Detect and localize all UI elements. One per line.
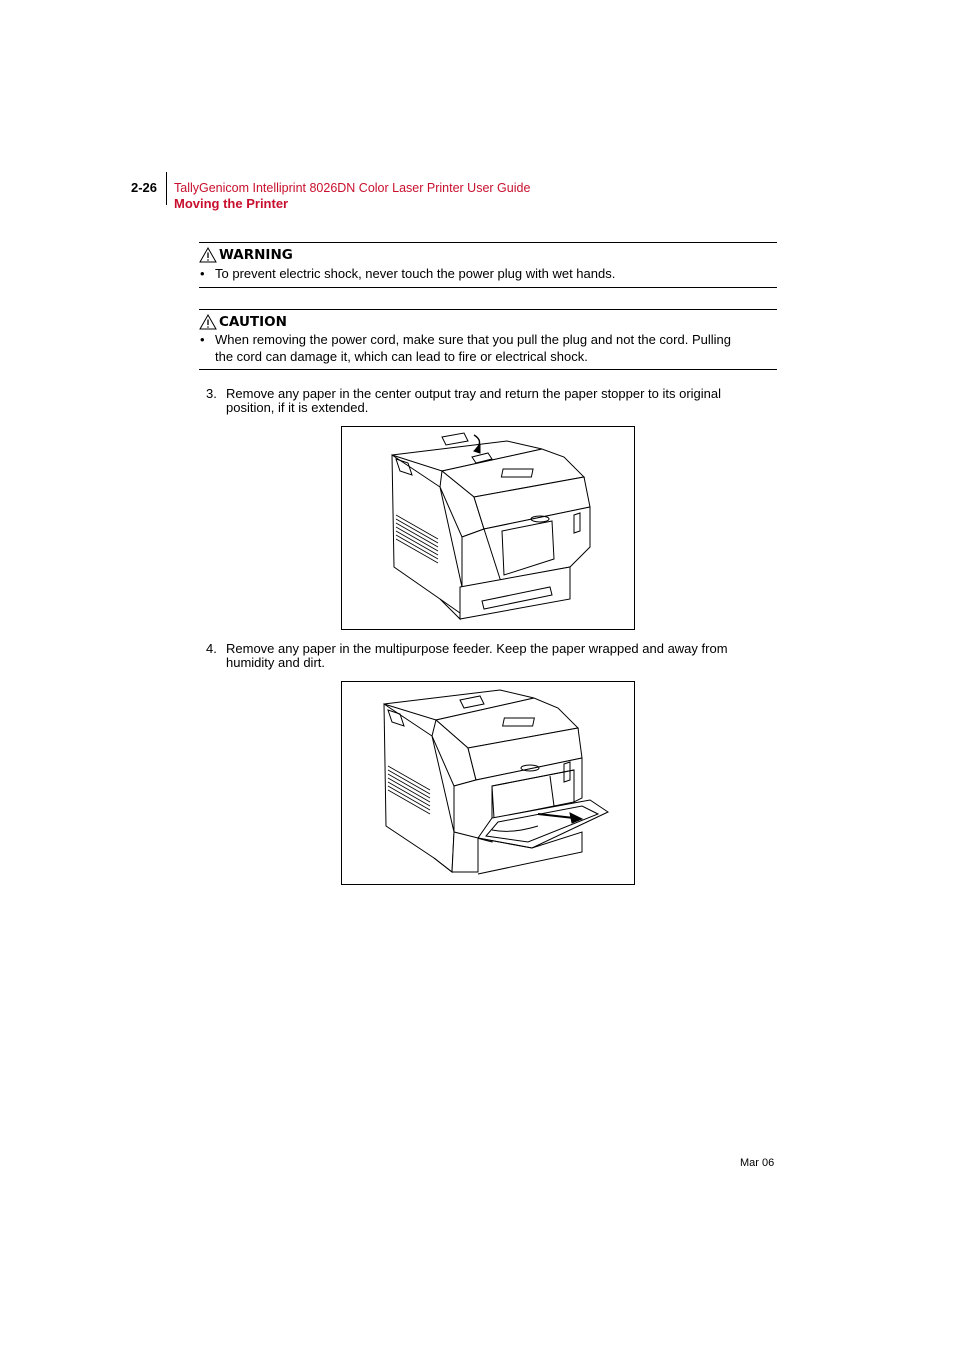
warning-text: To prevent electric shock, never touch the power plug with wet hands. <box>215 266 616 281</box>
step-4 <box>206 642 776 670</box>
page-number: 2-26 <box>131 180 158 195</box>
caution-bullet <box>199 331 777 365</box>
step-number: 4. <box>206 641 217 656</box>
warning-label: WARNING <box>219 247 293 263</box>
caution-text <box>215 331 731 365</box>
bullet: • <box>200 332 205 347</box>
step-text-line1: Remove any paper in the center output tray and return the paper stopper to its original <box>226 386 722 401</box>
figure-printer-output-tray <box>341 426 635 630</box>
warning-heading <box>199 247 293 263</box>
caution-bottom-rule <box>199 369 777 370</box>
printer-illustration <box>342 427 634 629</box>
step-text-line1: Remove any paper in the multipurpose feeder. Keep the paper wrapped and away from <box>226 641 728 656</box>
caution-heading <box>199 314 287 330</box>
warning-top-rule <box>199 242 777 243</box>
figure-printer-multipurpose-feeder <box>341 681 635 885</box>
warning-bottom-rule <box>199 287 777 288</box>
step-text <box>226 387 721 415</box>
caution-top-rule <box>199 309 777 310</box>
step-number: 3. <box>206 386 217 401</box>
caution-text-line1: When removing the power cord, make sure that you pull the plug and not the cord. Pulling <box>215 332 731 347</box>
section-title: Moving the Printer <box>174 196 289 211</box>
caution-label: CAUTION <box>219 314 287 330</box>
caution-text-line2: the cord can damage it, which can lead to fire or electrical shock. <box>215 349 588 364</box>
warning-triangle-icon <box>199 314 217 330</box>
step-3 <box>206 387 776 415</box>
step-text-line2: position, if it is extended. <box>226 400 369 415</box>
footer-date: Mar 06 <box>740 1157 775 1169</box>
step-text-line2: humidity and dirt. <box>226 655 325 670</box>
bullet: • <box>200 266 205 281</box>
warning-bullet <box>199 265 777 282</box>
warning-triangle-icon <box>199 247 217 263</box>
step-text <box>226 642 728 670</box>
header-divider <box>166 172 167 205</box>
guide-title: TallyGenicom Intelliprint 8026DN Color Laser Printer User Guide <box>174 181 531 195</box>
printer-illustration <box>342 682 634 884</box>
